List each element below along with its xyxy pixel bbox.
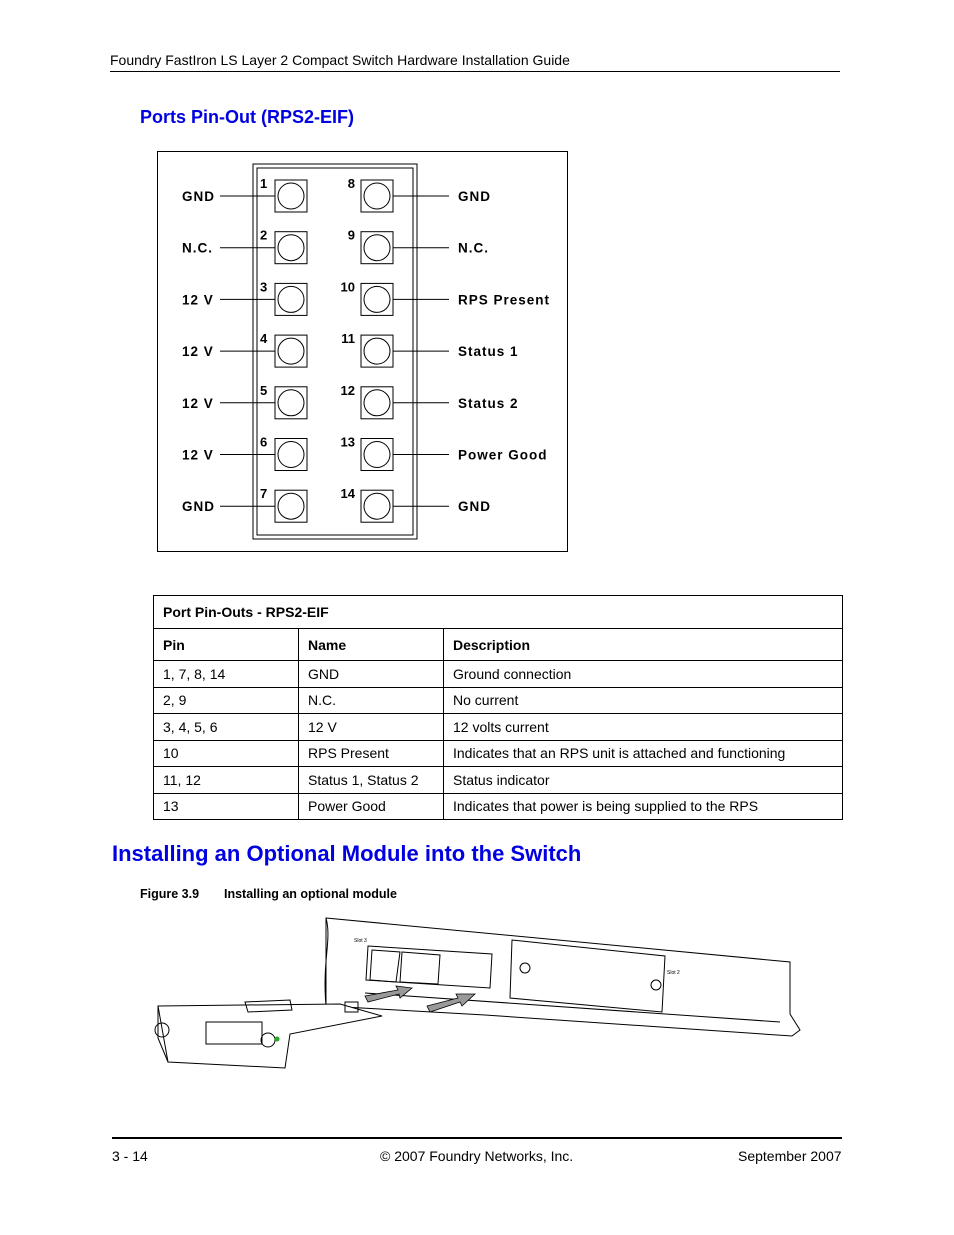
pin-number-right: 9: [347, 227, 355, 243]
table-cell: 10: [154, 740, 299, 767]
table-cell: 1, 7, 8, 14: [154, 661, 299, 688]
table-cell: 12 V: [299, 714, 444, 741]
footer-rule: [112, 1137, 842, 1139]
table-cell: 13: [154, 793, 299, 820]
table-row: [154, 661, 843, 688]
pin-label-right: RPS Present: [458, 292, 551, 308]
module-installation-figure: [140, 910, 810, 1080]
pin-hole-icon: [364, 390, 390, 416]
pin-hole-icon: [278, 286, 304, 312]
table-cell: 11, 12: [154, 767, 299, 794]
pin-label-right: N.C.: [458, 240, 489, 256]
table-cell: RPS Present: [299, 740, 444, 767]
table-cell: 12 volts current: [444, 714, 843, 741]
pin-hole-icon: [364, 286, 390, 312]
section-heading-install-module: Installing an Optional Module into the Switch: [112, 841, 582, 866]
pin-number-right: 10: [340, 279, 355, 295]
pinout-table: [153, 595, 843, 820]
slot-2-label: Slot 2: [667, 970, 680, 976]
pin-number-left: 7: [260, 486, 268, 502]
module-card-outline: [158, 1004, 382, 1068]
page-number: 3 - 14: [112, 1148, 148, 1164]
pin-hole-icon: [278, 493, 304, 519]
table-cell: N.C.: [299, 687, 444, 714]
pin-number-left: 3: [260, 279, 268, 295]
pin-number-left: 6: [260, 434, 268, 450]
table-cell: 2, 9: [154, 687, 299, 714]
pin-hole-icon: [278, 235, 304, 261]
pin-number-left: 1: [260, 176, 268, 191]
table-row: [154, 687, 843, 714]
pin-hole-icon: [364, 183, 390, 209]
table-cell: Status 1, Status 2: [299, 767, 444, 794]
section-heading-ports-pinout: Ports Pin-Out (RPS2-EIF): [140, 107, 355, 127]
pin-number-right: 8: [347, 176, 355, 191]
slot-3-label: Slot 3: [354, 938, 367, 944]
table-cell: GND: [299, 661, 444, 688]
pin-hole-icon: [278, 338, 304, 364]
pin-label-right: GND: [458, 499, 491, 515]
pin-hole-icon: [364, 235, 390, 261]
footer-date: September 2007: [738, 1148, 842, 1164]
table-cell: No current: [444, 687, 843, 714]
connector-pinout-diagram: [157, 151, 569, 553]
table-row: [154, 767, 843, 794]
pin-hole-icon: [364, 338, 390, 364]
table-row: [154, 740, 843, 767]
pin-number-right: 13: [340, 434, 355, 450]
table-cell: Indicates that an RPS unit is attached and functioning: [444, 740, 843, 767]
table-row: [154, 793, 843, 820]
pin-number-left: 2: [260, 227, 268, 243]
table-cell: Status indicator: [444, 767, 843, 794]
pin-label-left: GND: [182, 189, 215, 204]
pin-label-left: N.C.: [182, 240, 213, 256]
pin-label-right: Power Good: [458, 447, 548, 463]
pin-hole-icon: [278, 442, 304, 468]
pin-hole-icon: [278, 390, 304, 416]
pin-label-right: Status 1: [458, 344, 519, 360]
header-rule: [110, 71, 840, 72]
pin-label-left: 12 V: [182, 344, 214, 360]
pin-number-left: 4: [260, 331, 268, 347]
pin-hole-icon: [364, 442, 390, 468]
pin-hole-icon: [278, 183, 304, 209]
table-cell: Ground connection: [444, 661, 843, 688]
table-header-name: Name: [299, 629, 444, 661]
pin-number-right: 12: [340, 382, 355, 398]
table-cell: 3, 4, 5, 6: [154, 714, 299, 741]
table-caption: Port Pin-Outs - RPS2-EIF: [154, 596, 843, 629]
pin-hole-icon: [364, 493, 390, 519]
table-header-pin: Pin: [154, 629, 299, 661]
pin-number-left: 5: [260, 382, 268, 398]
table-cell: Indicates that power is being supplied to the RPS: [444, 793, 843, 820]
table-header-description: Description: [444, 629, 843, 661]
pin-number-right: 11: [341, 331, 355, 347]
pin-number-right: 14: [340, 486, 355, 502]
pin-label-left: 12 V: [182, 292, 214, 308]
pin-label-left: 12 V: [182, 395, 214, 411]
pin-label-left: GND: [182, 499, 215, 515]
figure-caption: Installing an optional module: [224, 887, 397, 901]
table-cell: Power Good: [299, 793, 444, 820]
running-header: Foundry FastIron LS Layer 2 Compact Switch Hardware Installation Guide: [110, 52, 570, 68]
figure-number: Figure 3.9: [140, 887, 200, 901]
pin-label-right: GND: [458, 189, 491, 204]
module-led-icon: [275, 1037, 280, 1042]
footer-copyright: © 2007 Foundry Networks, Inc.: [380, 1148, 574, 1164]
pin-label-left: 12 V: [182, 447, 214, 463]
table-row: [154, 714, 843, 741]
pin-label-right: Status 2: [458, 395, 519, 411]
